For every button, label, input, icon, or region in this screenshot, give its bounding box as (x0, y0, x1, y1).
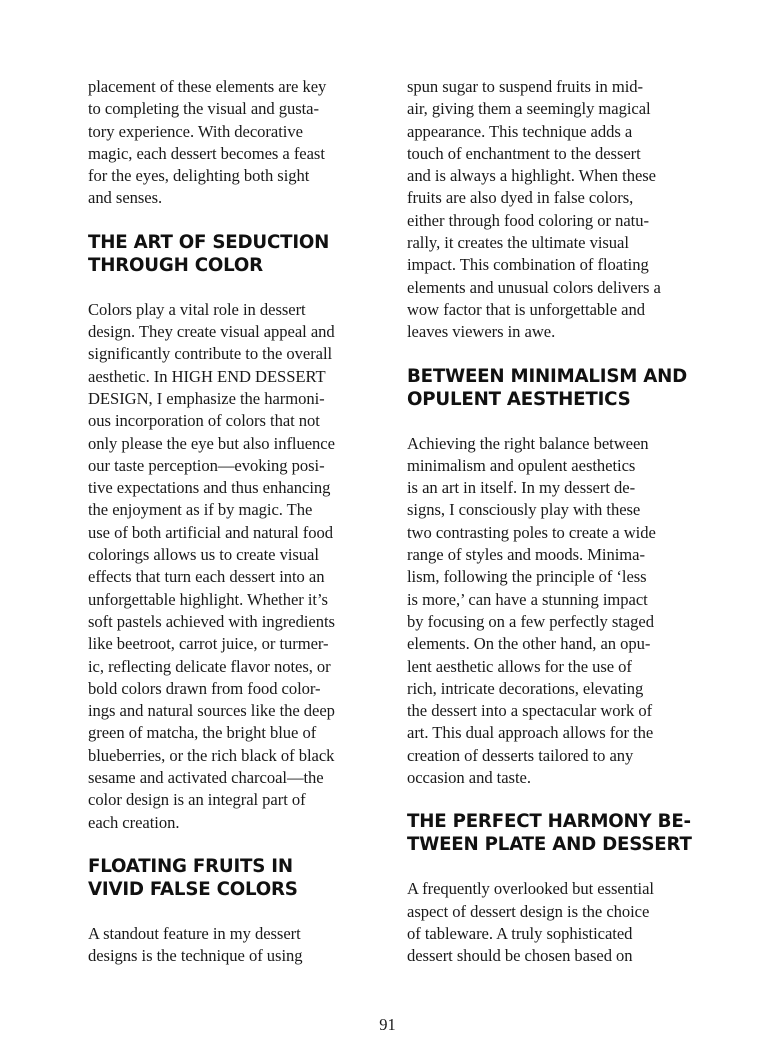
section-heading-minimalism (407, 365, 699, 411)
text-line: Colors play a vital role in dessert (88, 299, 306, 319)
text-line: spun sugar to suspend fruits in mid- (407, 77, 644, 96)
text-line: color design is an integral part of (88, 790, 306, 810)
text-line: signs, I consciously play with these (407, 500, 641, 520)
text-line: range of styles and moods. Minima- (407, 545, 645, 565)
text-line: each creation. (88, 812, 180, 832)
text-line: and senses. (88, 188, 163, 208)
heading-line: OPULENT AESTHETICS (407, 388, 631, 410)
section-heading-color (88, 231, 380, 277)
text-line: A standout feature in my dessert (88, 923, 301, 943)
text-line: fruits are also dyed in false colors, (407, 188, 634, 208)
left-column (88, 76, 380, 968)
text-line: tive expectations and thus enhancing (88, 478, 331, 498)
text-line: use of both artificial and natural food (88, 522, 334, 542)
text-line: only please the eye but also influence (88, 433, 335, 453)
text-line: the enjoyment as if by magic. The (88, 500, 313, 520)
text-line: dessert should be chosen based on (407, 946, 633, 966)
text-line: wow factor that is unforgettable and (407, 299, 645, 319)
text-line: magic, each dessert becomes a feast (88, 143, 325, 163)
paragraph-fruits (88, 923, 380, 968)
heading-line: THE PERFECT HARMONY BE- (407, 811, 691, 833)
text-line: unforgettable highlight. Whether it’s (88, 589, 328, 609)
text-line: sesame and activated charcoal—the (88, 768, 324, 788)
text-line: effects that turn each dessert into an (88, 567, 325, 587)
text-line: placement of these elements are key (88, 77, 327, 96)
text-line: significantly contribute to the overall (88, 344, 333, 364)
text-line: creation of desserts tailored to any (407, 745, 634, 765)
heading-line: FLOATING FRUITS IN (88, 855, 293, 877)
text-line: impact. This combination of floating (407, 255, 649, 275)
heading-line: TWEEN PLATE AND DESSERT (407, 834, 692, 856)
text-line: minimalism and opulent aesthetics (407, 455, 636, 475)
text-line: either through food coloring or natu- (407, 210, 649, 230)
text-line: for the eyes, delighting both sight (88, 166, 310, 186)
paragraph-fruits-continued (407, 76, 699, 344)
text-line: air, giving them a seemingly magical (407, 99, 651, 119)
text-line: is more,’ can have a stunning impact (407, 589, 648, 609)
section-heading-harmony (407, 810, 699, 856)
text-line: colorings allows us to create visual (88, 545, 319, 565)
text-line: designs is the technique of using (88, 946, 303, 966)
text-line: aesthetic. In HIGH END DESSERT (88, 366, 326, 386)
heading-line: THE ART OF SEDUCTION (88, 231, 330, 253)
text-line: rich, intricate decorations, elevating (407, 678, 644, 698)
text-line: soft pastels achieved with ingredients (88, 611, 335, 631)
heading-line: THROUGH COLOR (88, 254, 263, 276)
text-line: like beetroot, carrot juice, or turmer- (88, 634, 329, 654)
text-line: occasion and taste. (407, 768, 531, 788)
text-line: elements and unusual colors delivers a (407, 277, 661, 297)
text-line: our taste perception—evoking posi- (88, 455, 325, 475)
paragraph-harmony (407, 878, 699, 967)
text-line: and is always a highlight. When these (407, 166, 657, 186)
heading-line: BETWEEN MINIMALISM AND (407, 365, 688, 387)
paragraph-color (88, 299, 380, 834)
section-heading-fruits (88, 855, 380, 901)
text-line: lent aesthetic allows for the use of (407, 656, 632, 676)
text-line: rally, it creates the ultimate visual (407, 233, 629, 253)
text-line: Achieving the right balance between (407, 433, 649, 453)
text-line: art. This dual approach allows for the (407, 723, 654, 743)
page-number: 91 (379, 1015, 396, 1034)
text-line: by focusing on a few perfectly staged (407, 611, 654, 631)
text-line: touch of enchantment to the dessert (407, 143, 641, 163)
text-line: is an art in itself. In my dessert de- (407, 478, 636, 498)
text-line: blueberries, or the rich black of black (88, 745, 335, 765)
text-line: to completing the visual and gusta- (88, 99, 319, 119)
paragraph-minimalism (407, 433, 699, 790)
text-line: ous incorporation of colors that not (88, 411, 320, 431)
text-line: tory experience. With decorative (88, 121, 303, 141)
text-line: the dessert into a spectacular work of (407, 701, 653, 721)
text-line: leaves viewers in awe. (407, 322, 556, 342)
text-line: design. They create visual appeal and (88, 322, 335, 342)
text-line: DESIGN, I emphasize the harmoni- (88, 388, 325, 408)
text-line: ic, reflecting delicate flavor notes, or (88, 656, 331, 676)
heading-line: VIVID FALSE COLORS (88, 878, 298, 900)
paragraph-intro (88, 76, 380, 210)
text-line: ings and natural sources like the deep (88, 701, 335, 721)
text-line: lism, following the principle of ‘less (407, 567, 647, 587)
text-line: two contrasting poles to create a wide (407, 522, 656, 542)
text-line: elements. On the other hand, an opu- (407, 634, 651, 654)
text-line: A frequently overlooked but essential (407, 879, 654, 899)
text-line: of tableware. A truly sophisticated (407, 923, 633, 943)
text-line: bold colors drawn from food color- (88, 678, 321, 698)
text-line: aspect of dessert design is the choice (407, 901, 650, 921)
right-column (407, 76, 699, 968)
text-line: appearance. This technique adds a (407, 121, 633, 141)
text-line: green of matcha, the bright blue of (88, 723, 317, 743)
